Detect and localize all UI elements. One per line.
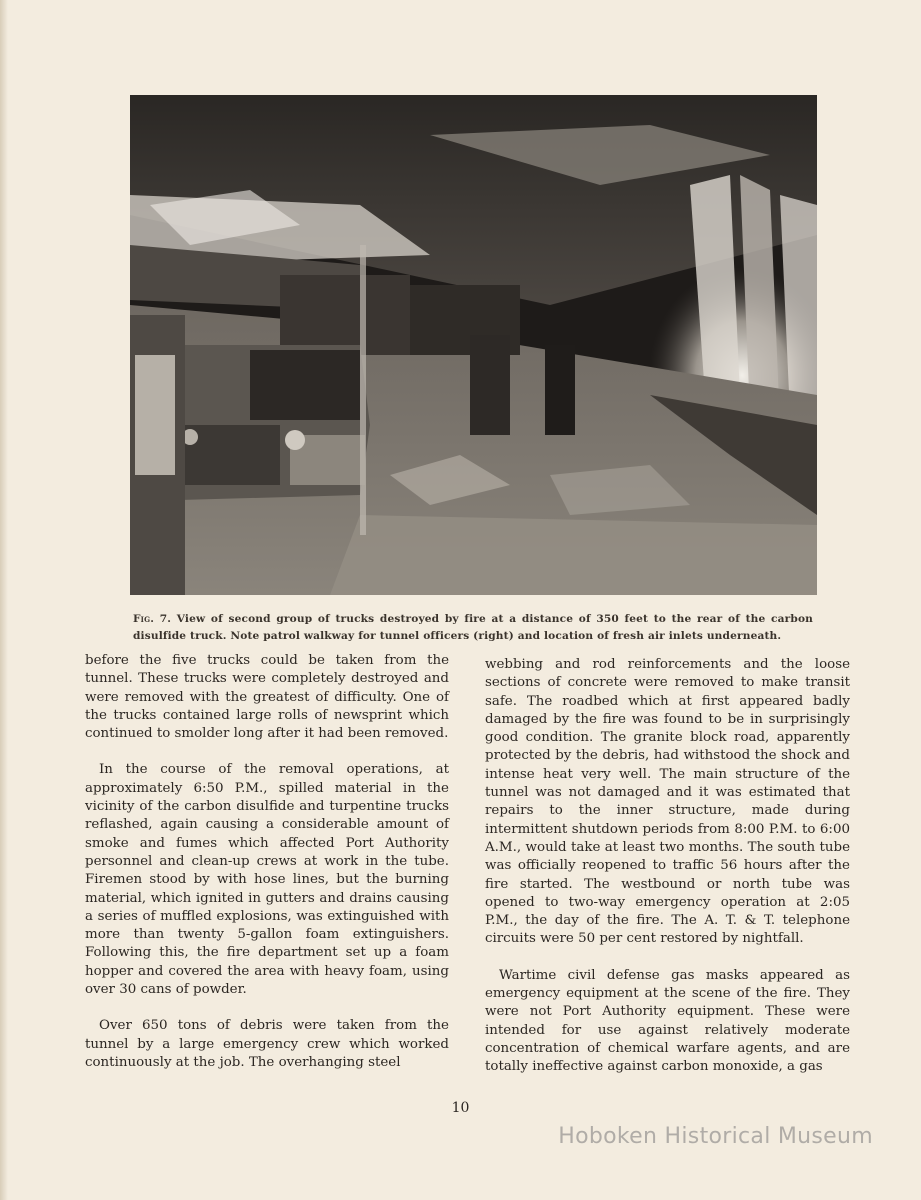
tunnel-wreckage-photo <box>130 95 817 595</box>
paragraph: Wartime civil defense gas masks appeared as emergency equipment at the scene of the fire. They were not Port Authority equipment. These were intended for use against relatively moderate concentration of chemical warfare agents, and are totally ineffective against carbon monoxide, a gas <box>485 967 850 1075</box>
paragraph: webbing and rod reinforcements and the loose sections of concrete were removed to make transit safe. The roadbed which at first appeared badly damaged by the fire was found to be in surprisingly good condition. The granite block road, apparently protected by the debris, had withstood the shock and intense heat very well. The main structure of the tunnel was not damaged and it was estimated that repairs to the inner structure, made during intermittent shutdown periods from 8:00 P.M. to 6:00 A.M., would take at least two months. The south tube was officially reopened to traffic 56 hours after the fire started. The westbound or north tube was opened to two-way emergency operation at 2:05 P.M., the day of the fire. The A. T. & T. telephone circuits were 50 per cent restored by nightfall. <box>485 657 850 947</box>
left-column <box>85 652 449 1090</box>
figure-label: Fig. 7. <box>133 613 172 625</box>
figure-caption <box>133 611 813 645</box>
paragraph: In the course of the removal operations, at approximately 6:50 P.M., spilled material in the vicinity of the carbon disulfide and turpentine trucks reflashed, again causing a considerable amount of smoke and fumes which affected Port Authority personnel and clean-up crews at work in the tube. Firemen stood by with hose lines, but the burning material, which ignited in gutters and drains causing a series of muffled explosions, was extinguished with more than twenty 5-gallon foam extinguishers. Following this, the fire department set up a foam hopper and covered the area with heavy foam, using over 30 cans of powder. <box>85 762 449 998</box>
right-column <box>485 656 850 1095</box>
watermark: Hoboken Historical Museum <box>558 1124 873 1149</box>
figure-caption-text: View of second group of trucks destroyed by fire at a distance of 350 feet to the rear of the carbon disulfide truck. Note patrol walkway for tunnel officers (right) and location of fresh air inlets underneath. <box>133 613 814 642</box>
page-edge <box>0 0 8 1200</box>
paragraph: before the five trucks could be taken from the tunnel. These trucks were completely destroyed and were removed with the greatest of difficulty. One of the trucks contained large rolls of newsprint which continued to smolder long after it had been removed. <box>85 653 449 742</box>
page-number: 10 <box>451 1100 470 1116</box>
photo-illustration <box>130 95 817 595</box>
paragraph: Over 650 tons of debris were taken from the tunnel by a large emergency crew which worked continuously at the job. The overhanging steel <box>85 1018 449 1070</box>
